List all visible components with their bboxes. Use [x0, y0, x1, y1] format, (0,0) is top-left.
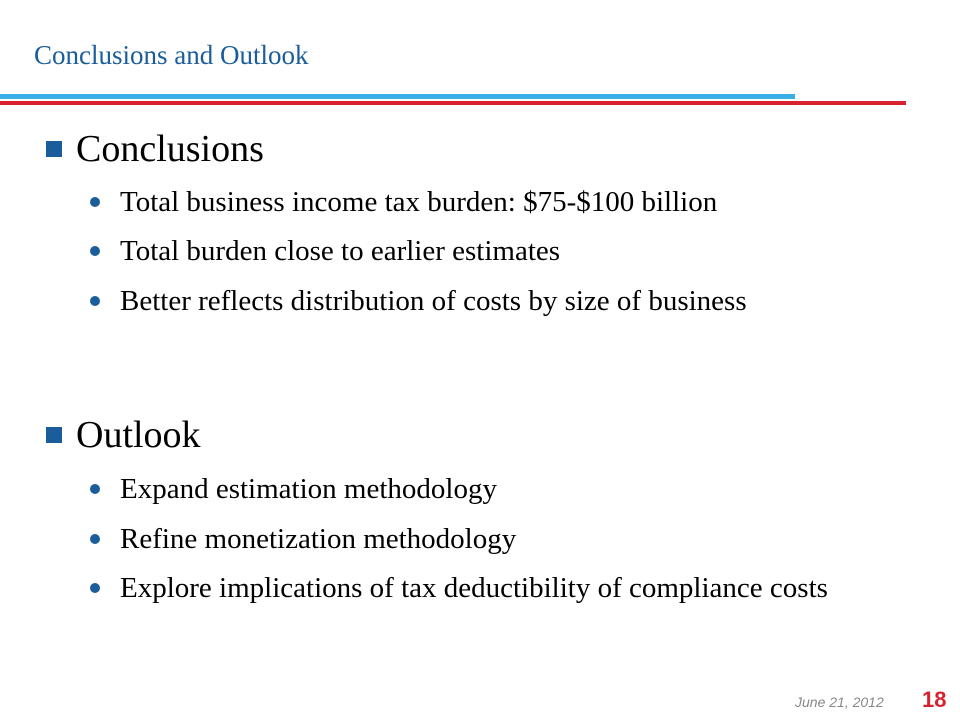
- dot-bullet-icon: [90, 534, 100, 544]
- list-item: [90, 284, 890, 318]
- list-item-text: Explore implications of tax deductibility of compliance costs: [120, 572, 828, 604]
- list-item: [90, 185, 890, 219]
- list-item: [90, 234, 890, 268]
- page-number: 18: [922, 687, 947, 712]
- footer-date: June 21, 2012: [795, 694, 884, 710]
- dot-bullet-icon: [90, 197, 100, 207]
- list-item-text: Total burden close to earlier estimates: [120, 235, 561, 267]
- square-bullet-icon: [46, 141, 62, 157]
- slide-title: Conclusions and Outlook: [34, 40, 309, 70]
- list-item: [90, 472, 890, 506]
- dot-bullet-icon: [90, 484, 100, 494]
- section-heading-outlook: [46, 413, 201, 457]
- dot-bullet-icon: [90, 296, 100, 306]
- list-item: [90, 522, 890, 556]
- dot-bullet-icon: [90, 583, 100, 593]
- list-item-text: Better reflects distribution of costs by size of business: [120, 285, 747, 317]
- section-heading-text: Conclusions: [76, 128, 264, 170]
- section-heading-text: Outlook: [76, 414, 201, 456]
- list-item-text: Expand estimation methodology: [120, 473, 497, 505]
- list-item: [90, 571, 890, 605]
- list-item-text: Refine monetization methodology: [120, 523, 517, 555]
- square-bullet-icon: [46, 427, 62, 443]
- dot-bullet-icon: [90, 246, 100, 256]
- list-item-text: Total business income tax burden: $75-$100 billion: [120, 186, 718, 218]
- section-heading-conclusions: [46, 127, 264, 171]
